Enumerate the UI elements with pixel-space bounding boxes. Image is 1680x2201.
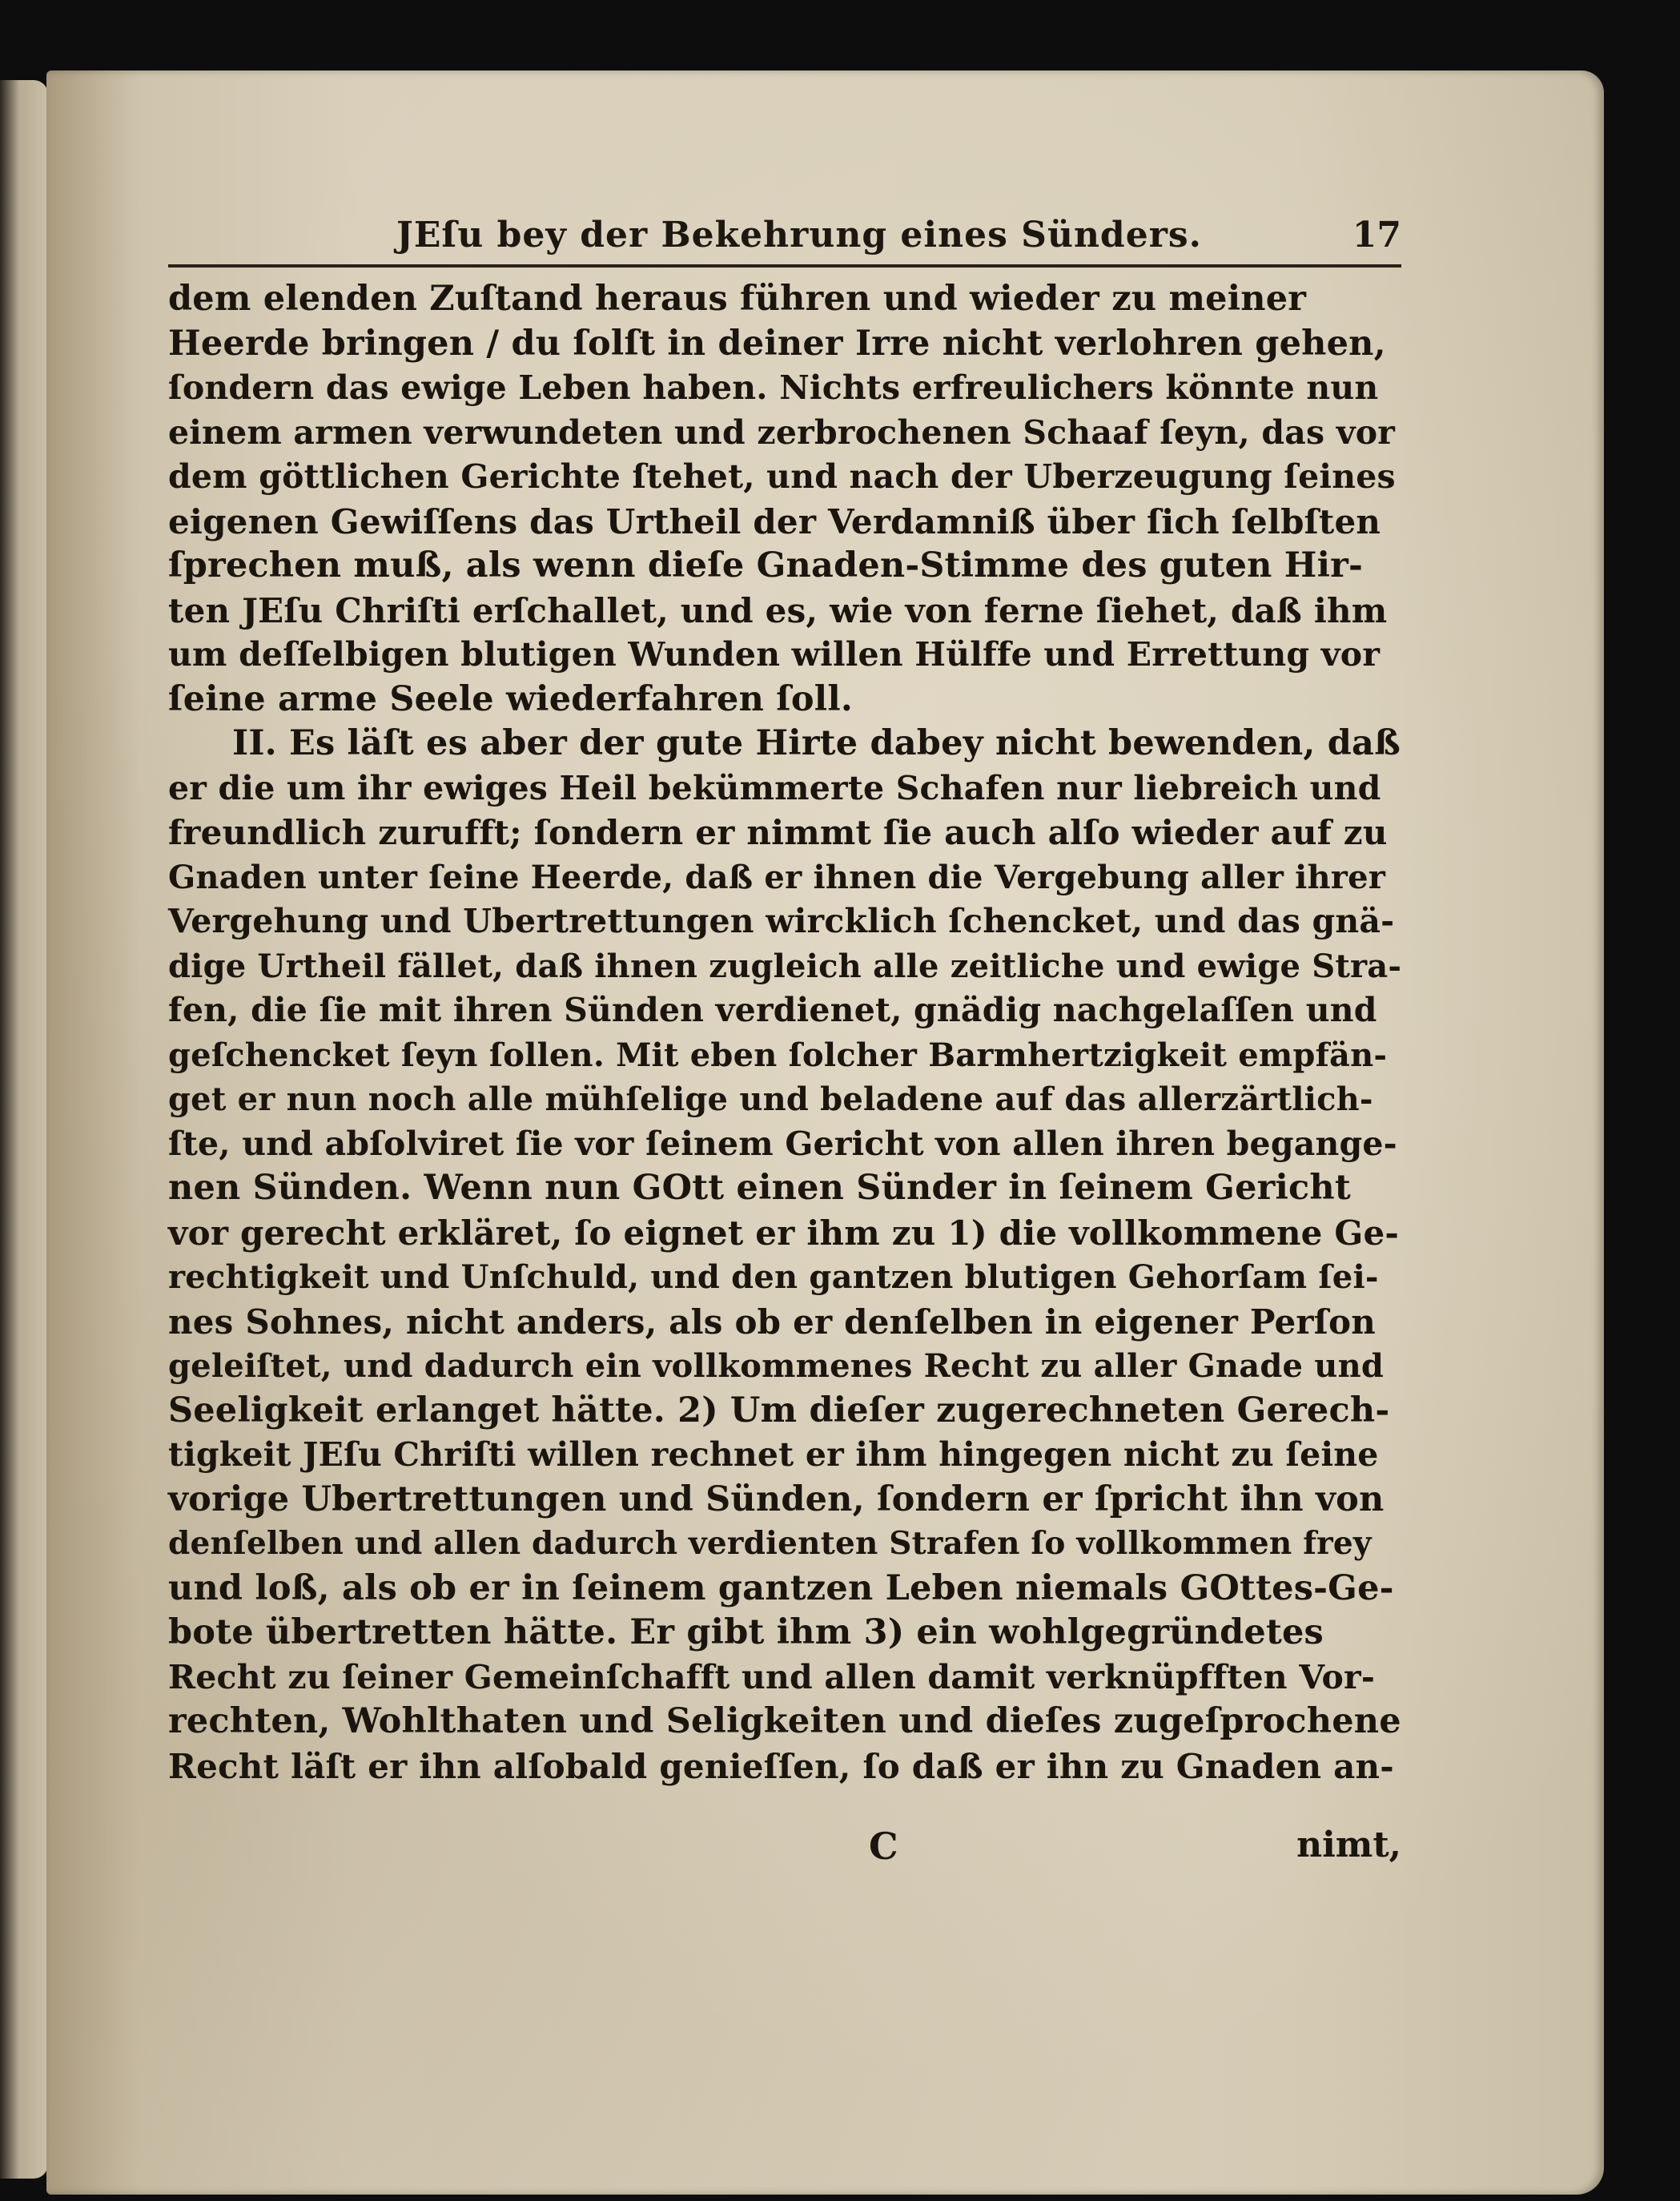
text-line: ſprechen muß, als wenn dieſe Gnaden-Stimme des guten Hir-: [168, 545, 1364, 585]
text-line: nes Sohnes, nicht anders, als ob er denſelben in eigener Perſon: [168, 1302, 1376, 1342]
text-line: um deſſelbigen blutigen Wunden willen Hülffe und Errettung vor: [168, 635, 1381, 674]
paragraph-start-line: II. Es läſt es aber der gute Hirte dabey nicht bewenden, daß: [232, 723, 1401, 763]
text-line: Gnaden unter ſeine Heerde, daß er ihnen die Vergebung aller ihrer: [168, 858, 1385, 896]
text-line: tigkeit JEſu Chriſti willen rechnet er ihm hingegen nicht zu ſeine: [168, 1435, 1379, 1474]
text-line: ſeine arme Seele wiederfahren ſoll.: [168, 678, 854, 719]
text-line: er die um ihr ewiges Heil bekümmerte Schafen nur liebreich und: [168, 768, 1381, 807]
text-line: einem armen verwundeten und zerbrochenen Schaaf ſeyn, das vor: [168, 412, 1396, 452]
text-line: get er nun noch alle mühſelige und beladene auf das allerzärtlich-: [168, 1080, 1373, 1118]
text-line: nen Sünden. Wenn nun GOtt einen Sünder in ſeinem Gericht: [168, 1168, 1351, 1208]
running-title: JEſu bey der Bekehrung eines Sünders.: [396, 215, 1202, 256]
text-line: und loß, als ob er in ſeinem gantzen Leben niemals GOttes-Ge-: [168, 1567, 1394, 1608]
catchword: nimt,: [1296, 1825, 1401, 1865]
page-number: 17: [1352, 215, 1401, 256]
text-line: vor gerecht erkläret, ſo eignet er ihm zu 1) die vollkommene Ge-: [168, 1213, 1400, 1253]
text-line: denſelben und allen dadurch verdienten Strafen ſo vollkommen frey: [168, 1525, 1372, 1562]
body-text: [168, 277, 1401, 1789]
text-line: freundlich zurufft; ſondern er nimmt ſie auch alſo wieder auf zu: [168, 813, 1388, 852]
text-line: eigenen Gewiſſens das Urtheil der Verdamniß über ſich ſelbſten: [168, 501, 1381, 541]
text-line: Recht zu ſeiner Gemeinſchafft und allen damit verknüpfften Vor-: [168, 1657, 1376, 1696]
text-line: Vergehung und Ubertrettungen wircklich ſchencket, und das gnä-: [168, 902, 1395, 940]
text-line: rechtigkeit und Unſchuld, und den gantzen blutigen Gehorſam ſei-: [168, 1258, 1379, 1296]
page-footer: [168, 1825, 1401, 1873]
text-line: fen, die ſie mit ihren Sünden verdienet, gnädig nachgelaſſen und: [168, 991, 1377, 1029]
text-line: Heerde bringen / du ſolſt in deiner Irre nicht verlohren gehen,: [168, 323, 1386, 364]
header-rule: [168, 264, 1401, 268]
page-header: [184, 215, 1401, 263]
text-line: ſte, und abſolviret ſie vor ſeinem Gericht von allen ihren begange-: [168, 1124, 1397, 1163]
text-line: ten JEſu Chriſti erſchallet, und es, wie von ferne ſiehet, daß ihm: [168, 590, 1388, 630]
text-line: dige Urtheil fället, daß ihnen zugleich alle zeitliche und ewige Stra-: [168, 947, 1402, 985]
facing-page-edge: [0, 80, 48, 2179]
text-line: bote übertretten hätte. Er gibt ihm 3) ein wohlgegründetes: [168, 1612, 1324, 1652]
text-line: geſchencket ſeyn ſollen. Mit eben ſolcher Barmhertzigkeit empfän-: [168, 1036, 1388, 1074]
text-line: geleiſtet, und dadurch ein vollkommenes Recht zu aller Gnade und: [168, 1347, 1385, 1385]
text-line: ſondern das ewige Leben haben. Nichts erfreulichers könnte nun: [168, 368, 1379, 407]
text-line: dem elenden Zuſtand heraus führen und wieder zu meiner: [168, 279, 1307, 319]
text-line: Seeligkeit erlanget hätte. 2) Um dieſer zugerechneten Gerech-: [168, 1390, 1390, 1430]
text-line: rechten, Wohlthaten und Seligkeiten und dieſes zugeſprochene: [168, 1701, 1401, 1741]
text-line: vorige Ubertrettungen und Sünden, ſondern er ſpricht ihn von: [168, 1479, 1385, 1519]
text-line: Recht läſt er ihn alſobald genieſſen, ſo daß er ihn zu Gnaden an-: [168, 1746, 1394, 1786]
signature-mark: C: [869, 1825, 898, 1868]
text-line: dem göttlichen Gerichte ſtehet, und nach der Uberzeugung ſeines: [168, 457, 1396, 496]
